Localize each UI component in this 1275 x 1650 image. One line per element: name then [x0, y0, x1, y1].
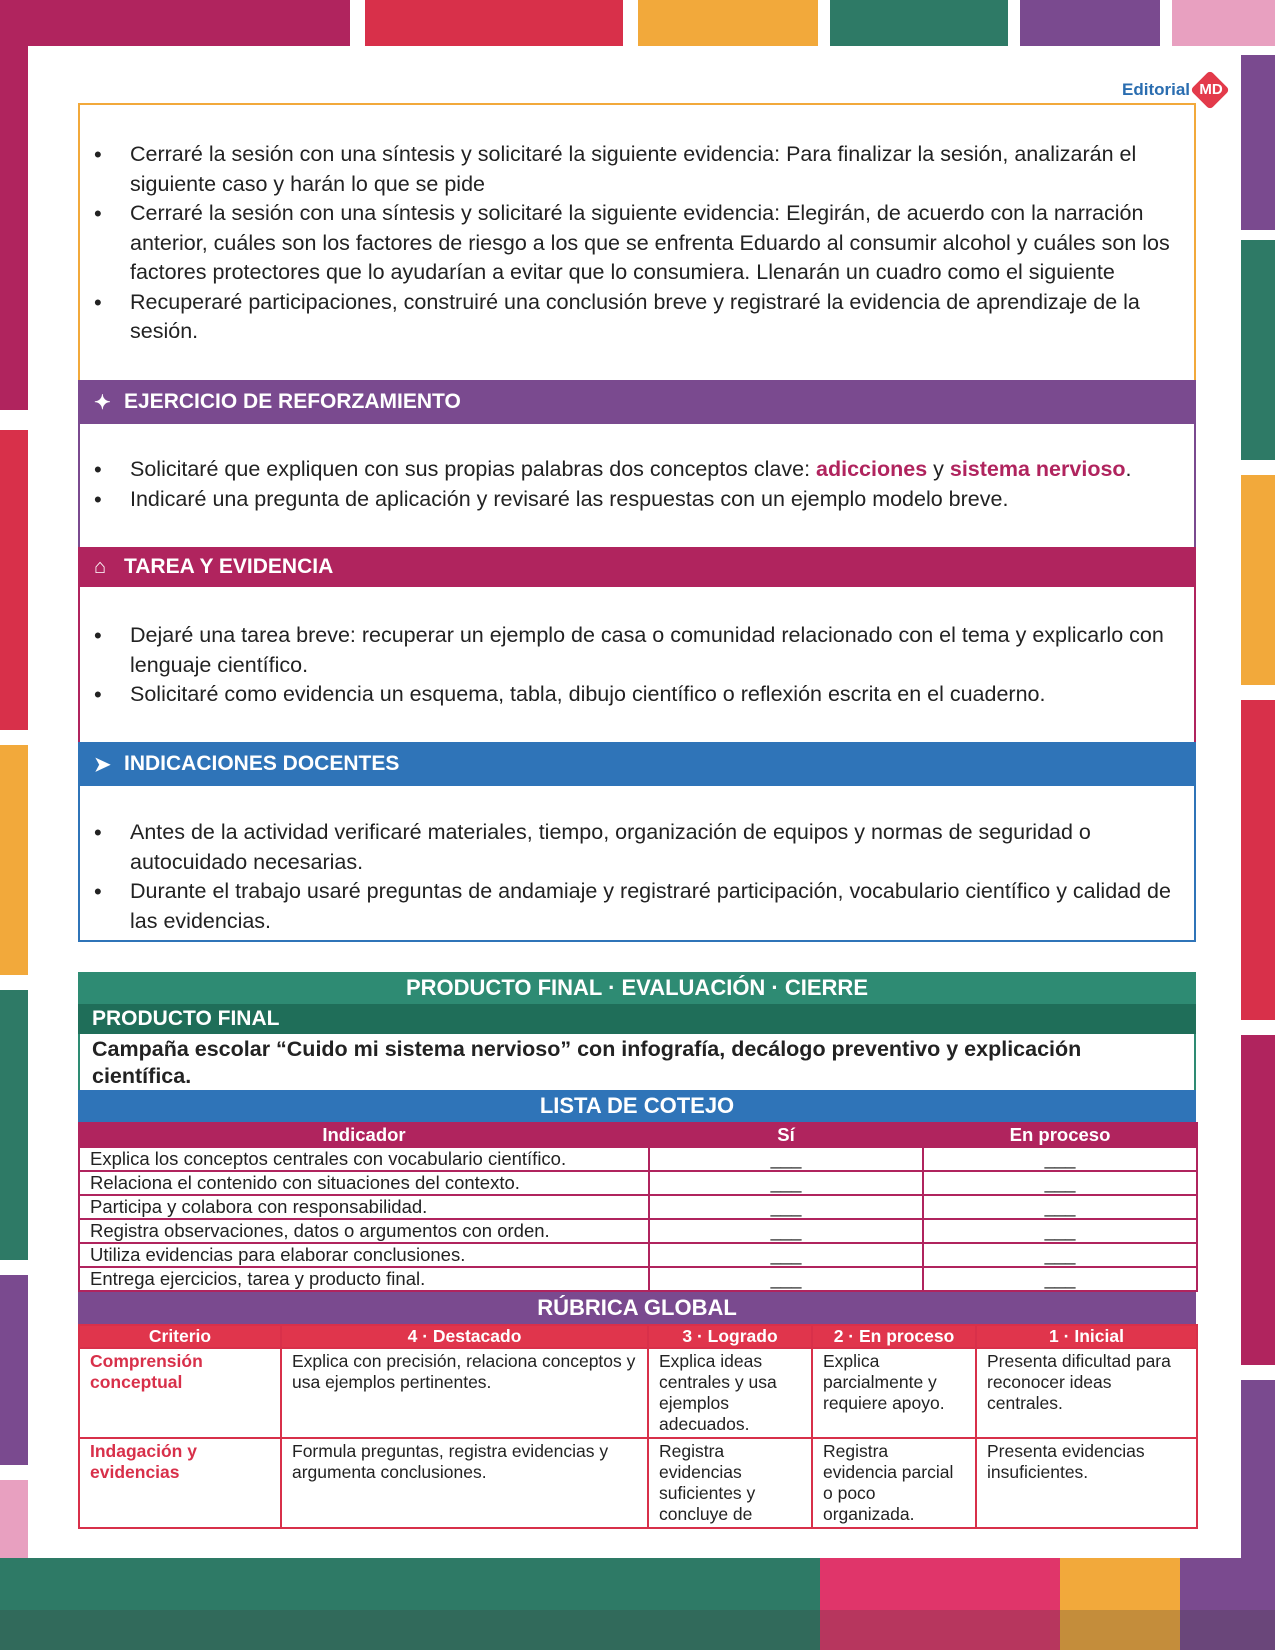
level-cell: Registra evidencias suficientes y concluye de: [648, 1438, 812, 1528]
rubric-table: [78, 1324, 1198, 1529]
table-row: Explica los conceptos centrales con vocabulario científico. ___ ___: [79, 1147, 1197, 1171]
column-header: 3 · Logrado: [648, 1325, 812, 1348]
teacher-notes-header: [80, 742, 1194, 786]
level-cell: Explica parcialmente y requiere apoyo.: [812, 1348, 976, 1438]
list-item: • Solicitaré como evidencia un esquema, tabla, dibujo científico o reflexión escrita en el cuaderno.: [80, 680, 1178, 710]
column-header: Sí: [649, 1123, 923, 1147]
homework-header: [80, 547, 1194, 587]
evaluation-section: [78, 972, 1196, 1529]
reinforcement-list: [80, 455, 1178, 514]
list-item: • Cerraré la sesión con una síntesis y solicitaré la siguiente evidencia: Elegirán, de acuerdo con la narración anterior, cuáles son los factores de riesgo a los que se enfrenta Eduardo al consumir alcohol y cuáles son los factores protectores que lo ayudarían a evitar que lo consumiera. Llenarán un cuadro como el siguiente: [80, 199, 1174, 288]
teacher-notes-list: [80, 818, 1178, 936]
check-mark-blank[interactable]: ___: [923, 1267, 1197, 1291]
level-cell: Registra evidencia parcial o poco organizada.: [812, 1438, 976, 1528]
level-cell: Presenta evidencias insuficientes.: [976, 1438, 1197, 1528]
check-mark-blank[interactable]: ___: [923, 1195, 1197, 1219]
table-row: Utiliza evidencias para elaborar conclusiones. ___ ___: [79, 1243, 1197, 1267]
table-row: [79, 1438, 1197, 1528]
arrow-icon: ➤: [94, 753, 111, 776]
criterion-cell: Indagación y evidencias: [79, 1438, 281, 1528]
reinforcement-section: [78, 380, 1196, 548]
publisher-logo: [1122, 76, 1232, 106]
key-term-adicciones: adicciones: [816, 457, 928, 481]
session-closing-box: [78, 103, 1196, 380]
homework-list: [80, 621, 1178, 710]
reinforcement-header: [80, 380, 1194, 424]
check-mark-blank[interactable]: ___: [649, 1195, 923, 1219]
evaluation-header: PRODUCTO FINAL · EVALUACIÓN · CIERRE: [78, 972, 1196, 1004]
list-item: • Solicitaré que expliquen con sus propias palabras dos conceptos clave: adicciones y sistema nervioso.: [80, 455, 1178, 485]
level-cell: Formula preguntas, registra evidencias y argumenta conclusiones.: [281, 1438, 648, 1528]
logo-mark: MD: [1199, 81, 1223, 98]
table-row: Entrega ejercicios, tarea y producto final. ___ ___: [79, 1267, 1197, 1291]
list-item: • Cerraré la sesión con una síntesis y solicitaré la siguiente evidencia: Para finalizar la sesión, analizarán el siguiente caso y harán lo que se pide: [80, 140, 1174, 199]
check-mark-blank[interactable]: ___: [649, 1267, 923, 1291]
logo-text: Editorial: [1122, 80, 1191, 99]
column-header: Indicador: [79, 1123, 649, 1147]
table-row: Participa y colabora con responsabilidad. ___ ___: [79, 1195, 1197, 1219]
check-mark-blank[interactable]: ___: [649, 1219, 923, 1243]
list-item: • Indicaré una pregunta de aplicación y revisaré las respuestas con un ejemplo modelo breve.: [80, 485, 1178, 515]
level-cell: Explica ideas centrales y usa ejemplos adecuados.: [648, 1348, 812, 1438]
list-item: • Antes de la actividad verificaré materiales, tiempo, organización de equipos y normas de seguridad o autocuidado necesarias.: [80, 818, 1178, 877]
table-row: [79, 1348, 1197, 1438]
list-item: • Dejaré una tarea breve: recuperar un ejemplo de casa o comunidad relacionado con el tema y explicarlo con lenguaje científico.: [80, 621, 1178, 680]
column-header: En proceso: [923, 1123, 1197, 1147]
closing-list: [80, 140, 1174, 347]
level-cell: Explica con precisión, relaciona conceptos y usa ejemplos pertinentes.: [281, 1348, 648, 1438]
key-term-sistema-nervioso: sistema nervioso: [949, 457, 1126, 481]
final-product-description: Campaña escolar “Cuido mi sistema nervioso” con infografía, decálogo preventivo y explicación científica.: [78, 1034, 1196, 1090]
check-mark-blank[interactable]: ___: [649, 1171, 923, 1195]
level-cell: Presenta dificultad para reconocer ideas centrales.: [976, 1348, 1197, 1438]
sparkle-icon: ✦: [94, 391, 111, 414]
homework-title: TAREA Y EVIDENCIA: [124, 555, 334, 578]
check-mark-blank[interactable]: ___: [923, 1147, 1197, 1171]
column-header: 2 · En proceso: [812, 1325, 976, 1348]
reinforcement-title: EJERCICIO DE REFORZAMIENTO: [124, 390, 461, 413]
column-header: Criterio: [79, 1325, 281, 1348]
checklist-header: LISTA DE COTEJO: [78, 1090, 1196, 1122]
column-header: 1 · Inicial: [976, 1325, 1197, 1348]
check-mark-blank[interactable]: ___: [649, 1243, 923, 1267]
homework-section: [78, 547, 1196, 743]
check-mark-blank[interactable]: ___: [923, 1243, 1197, 1267]
teacher-notes-title: INDICACIONES DOCENTES: [124, 752, 400, 775]
check-mark-blank[interactable]: ___: [923, 1171, 1197, 1195]
home-icon: ⌂: [94, 555, 107, 578]
list-item: • Recuperaré participaciones, construiré una conclusión breve y registraré la evidencia de aprendizaje de la sesión.: [80, 288, 1174, 347]
final-product-header: PRODUCTO FINAL: [78, 1004, 1196, 1034]
list-item: • Durante el trabajo usaré preguntas de andamiaje y registraré participación, vocabulario científico y calidad de las evidencias.: [80, 877, 1178, 936]
column-header: 4 · Destacado: [281, 1325, 648, 1348]
checklist-table: [78, 1122, 1198, 1292]
table-row: Relaciona el contenido con situaciones del contexto. ___ ___: [79, 1171, 1197, 1195]
check-mark-blank[interactable]: ___: [649, 1147, 923, 1171]
check-mark-blank[interactable]: ___: [923, 1219, 1197, 1243]
table-row: Registra observaciones, datos o argumentos con orden. ___ ___: [79, 1219, 1197, 1243]
criterion-cell: Comprensión conceptual: [79, 1348, 281, 1438]
rubric-header: RÚBRICA GLOBAL: [78, 1292, 1196, 1324]
teacher-notes-section: [78, 742, 1196, 942]
